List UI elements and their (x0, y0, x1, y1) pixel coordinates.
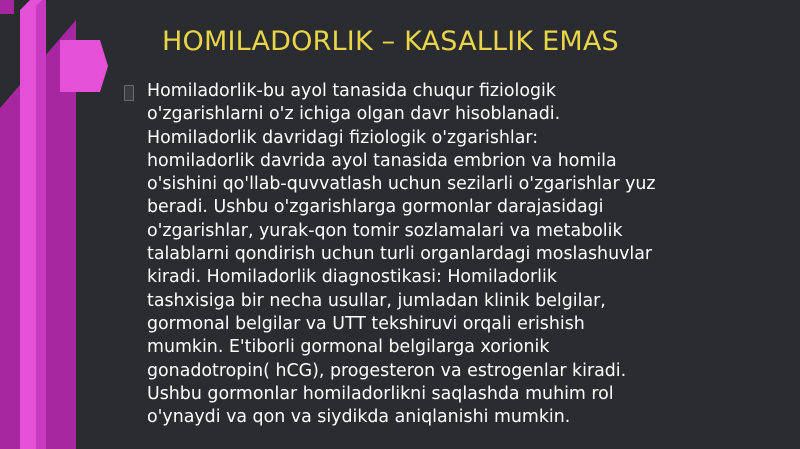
slide-title: HOMILADORLIK – KASALLIK EMAS (162, 26, 619, 57)
bullet-icon (124, 85, 134, 101)
accent-arrow-tab (60, 40, 108, 92)
slide-body-text: Homiladorlik-bu ayol tanasida chuqur fiziologik o'zgarishlarni o'z ichiga olgan davr hisoblanadi. Homiladorlik davridagi fiziologik o'zgarishlar: homiladorlik davrida ayol tanasida embrion va homila o'sishini qo'llab-quvvatlash uchun sezilarli o'zgarishlar yuz beradi. Ushbu o'zgarishlarga gormonlar darajasidagi o'zgarishlar, yurak-qon tomir sozlamalari va metabolik talablarni qondirish uchun turli organlardagi moslashuvlar kiradi. Homiladorlik diagnostikasi: Homiladorlik tashxisiga bir necha usullar, jumladan klinik belgilar, gormonal belgilar va UTT tekshiruvi orqali erishish mumkin. E'tiborli gormonal belgilarga xorionik gonadotropin( hCG), progesteron va estrogenlar kiradi. Ushbu gormonlar homiladorlikni saqlashda muhim rol o'ynaydi va qon va siydikda aniqlanishi mumkin. (147, 81, 656, 428)
accent-band-highlight (36, 0, 46, 449)
accent-top-strip (0, 0, 14, 14)
